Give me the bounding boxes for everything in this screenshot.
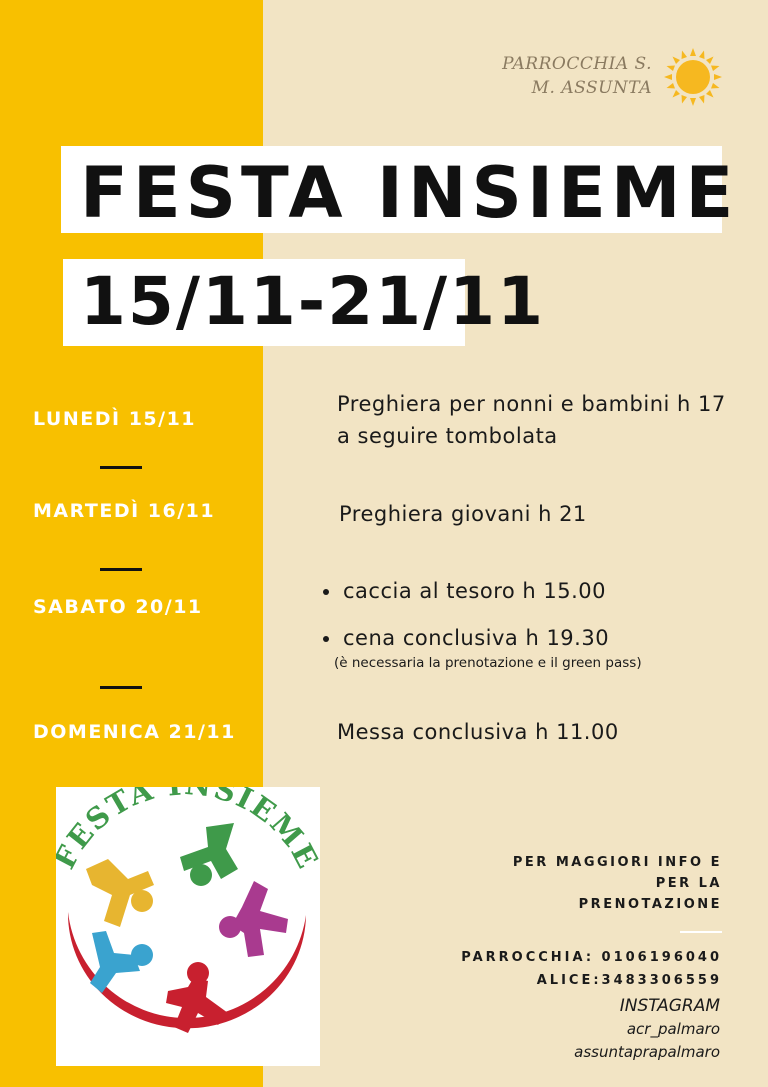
- event-saturday-note: (è necessaria la prenotazione e il green pass): [334, 655, 642, 671]
- logo-text: ESTA SIEM: [60, 787, 312, 856]
- event-sunday-line-1: Messa conclusiva h 11.00: [337, 720, 619, 744]
- festa-insieme-logo: [56, 787, 320, 1066]
- event-saturday-bullet-1: caccia al tesoro h 15.00: [343, 579, 607, 603]
- sun-icon: [664, 48, 722, 106]
- divider-dash: [100, 568, 142, 571]
- event-monday-line-1: Preghiera per nonni e bambini h 17: [337, 392, 726, 416]
- bullet-dot: [323, 636, 329, 642]
- divider-dash: [100, 686, 142, 689]
- day-label-tuesday: MARTEDÌ 16/11: [33, 500, 216, 522]
- event-title: FESTA INSIEME: [80, 152, 739, 234]
- day-label-monday: LUNEDÌ 15/11: [33, 408, 197, 430]
- day-label-saturday: SABATO 20/11: [33, 596, 203, 618]
- bullet-dot: [323, 589, 329, 595]
- divider-dash: [100, 466, 142, 469]
- parish-line-1: PARROCCHIA S.: [502, 54, 652, 74]
- info-divider: [680, 931, 722, 933]
- instagram-label: INSTAGRAM: [619, 996, 720, 1016]
- event-tuesday-line-1: Preghiera giovani h 21: [339, 502, 587, 526]
- event-saturday-bullet-2: cena conclusiva h 19.30: [343, 626, 610, 650]
- instagram-account-1: acr_palmaro: [626, 1020, 720, 1038]
- event-monday-line-2: a seguire tombolata: [337, 424, 558, 448]
- instagram-account-2: assuntaprapalmaro: [574, 1043, 720, 1061]
- parish-line-2: M. ASSUNTA: [531, 78, 652, 98]
- info-heading-line-2: PER LA: [655, 876, 722, 891]
- contact-parrocchia: PARROCCHIA: 0106196040: [461, 950, 722, 965]
- info-heading-line-1: PER MAGGIORI INFO E: [512, 855, 722, 870]
- logo-graphic: [56, 787, 320, 1066]
- contact-alice: ALICE:3483306559: [536, 973, 722, 988]
- day-label-sunday: DOMENICA 21/11: [33, 721, 236, 743]
- parish-name: [502, 52, 652, 100]
- info-heading: [513, 852, 722, 915]
- event-dates: 15/11-21/11: [80, 263, 545, 340]
- info-heading-line-3: PRENOTAZIONE: [578, 897, 722, 912]
